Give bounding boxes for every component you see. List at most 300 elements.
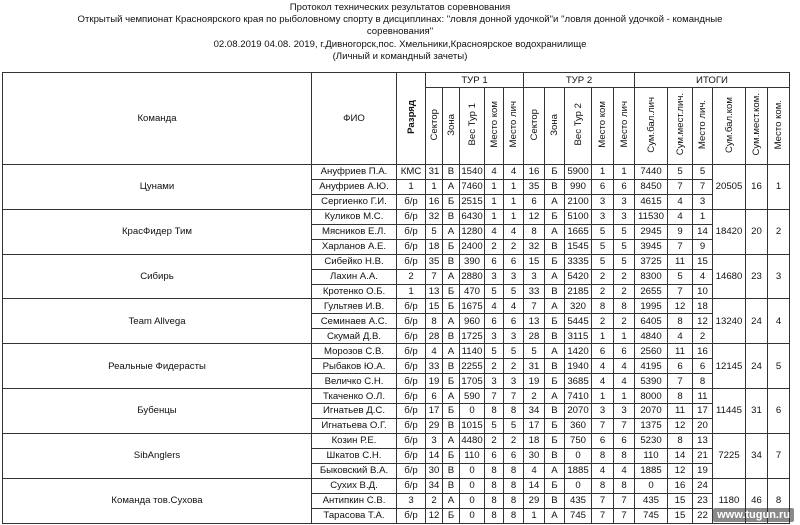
team-total-places: 34 <box>746 433 768 478</box>
cell-pl1: 3 <box>504 329 524 344</box>
cell-w1: 590 <box>460 389 485 404</box>
cell-pc2: 6 <box>592 433 614 448</box>
cell-s1: 12 <box>426 508 443 523</box>
team-total-places: 31 <box>746 389 768 434</box>
cell-w2: 5445 <box>565 314 592 329</box>
cell-z2: Б <box>545 254 565 269</box>
cell-pc1: 2 <box>485 359 504 374</box>
cell-sp: 7440 <box>635 165 668 180</box>
cell-w2: 1940 <box>565 359 592 374</box>
cell-fio: Быковский В.А. <box>312 463 397 478</box>
table-row <box>3 344 790 359</box>
cell-rank: б/р <box>397 314 426 329</box>
cell-z2: В <box>545 493 565 508</box>
cell-p: 16 <box>693 344 713 359</box>
cell-sp: 2560 <box>635 344 668 359</box>
cell-fio: Величко С.Н. <box>312 374 397 389</box>
cell-w1: 2880 <box>461 271 483 283</box>
cell-spl: 7 <box>668 374 693 389</box>
cell-pl2: 7 <box>614 418 635 433</box>
cell-z1: Б <box>443 194 460 209</box>
col-fio: ФИО <box>312 73 397 165</box>
cell-pc2: 7 <box>592 493 614 508</box>
cell-z1: В <box>443 209 460 224</box>
protocol-header <box>0 2 800 63</box>
cell-pc1: 4 <box>485 299 504 314</box>
cell-s2: 32 <box>524 239 545 254</box>
cell-fio: Сибейко Н.В. <box>312 254 397 269</box>
cell-z2: Б <box>545 433 565 448</box>
cell-fio: Ткаченко О.Л. <box>312 389 397 404</box>
cell-w2: 1420 <box>565 344 592 359</box>
cell-sp: 2070 <box>635 404 668 419</box>
cell-p: 9 <box>693 239 713 254</box>
cell-pl1: 3 <box>504 269 524 284</box>
cell-rank: б/р <box>397 194 426 209</box>
cell-z1: А <box>443 344 460 359</box>
cell-w1: 110 <box>460 448 485 463</box>
cell-sp: 0 <box>635 478 668 493</box>
cell-z1: А <box>443 179 460 194</box>
cell-w2: 750 <box>565 433 592 448</box>
team-name: КрасФидер Тим <box>3 209 312 254</box>
cell-fio: Антипкин С.В. <box>312 493 397 508</box>
cell-fio: Куликов М.С. <box>312 209 397 224</box>
cell-w1: 1675 <box>461 300 483 312</box>
cell-s2: 18 <box>524 433 545 448</box>
cell-z1: В <box>443 329 460 344</box>
cell-s2: 30 <box>524 448 545 463</box>
cell-sp: 2655 <box>635 284 668 299</box>
cell-pl1: 2 <box>504 239 524 254</box>
col-t1-zone: Зона <box>443 88 460 165</box>
cell-sp: 6405 <box>635 314 668 329</box>
team-total-points: 1180 <box>713 478 746 523</box>
col-t2-place-team: Место ком <box>592 88 614 165</box>
cell-pc1: 3 <box>485 269 504 284</box>
cell-s2: 15 <box>524 254 545 269</box>
cell-z1: В <box>443 478 460 493</box>
cell-pc2: 4 <box>592 359 614 374</box>
cell-spl: 14 <box>668 448 693 463</box>
cell-z2: А <box>545 389 565 404</box>
cell-w2: 2100 <box>565 194 592 209</box>
table-row <box>3 433 790 448</box>
cell-pl1: 3 <box>504 374 524 389</box>
team-total-points: 12145 <box>713 344 746 389</box>
cell-s1: 35 <box>426 254 443 269</box>
cell-rank: 1 <box>397 179 426 194</box>
cell-s1: 29 <box>426 418 443 433</box>
cell-z2: В <box>545 329 565 344</box>
cell-z1: В <box>443 254 460 269</box>
cell-z1: Б <box>443 284 460 299</box>
cell-pl2: 5 <box>614 224 635 239</box>
team-total-points: 7225 <box>713 433 746 478</box>
cell-z1: В <box>443 463 460 478</box>
cell-p: 8 <box>693 374 713 389</box>
cell-p: 12 <box>693 314 713 329</box>
header-line-5: (Личный и командный зачеты) <box>332 50 468 62</box>
cell-rank: б/р <box>397 239 426 254</box>
cell-spl: 4 <box>668 209 693 224</box>
cell-pc2: 3 <box>592 404 614 419</box>
cell-pl1: 5 <box>504 418 524 433</box>
col-place-personal: Место лич. <box>693 88 713 165</box>
cell-pl1: 5 <box>504 284 524 299</box>
cell-sp: 1995 <box>635 299 668 314</box>
cell-spl: 4 <box>668 194 693 209</box>
cell-s1: 14 <box>426 448 443 463</box>
cell-fio: Игнатьева О.Г. <box>312 418 397 433</box>
cell-spl: 8 <box>668 433 693 448</box>
cell-pl2: 1 <box>614 389 635 404</box>
cell-pc1: 4 <box>485 224 504 239</box>
team-total-place: 7 <box>768 433 790 478</box>
cell-sp: 745 <box>635 508 668 523</box>
cell-w1: 1140 <box>460 344 485 359</box>
cell-pc2: 4 <box>592 463 614 478</box>
cell-w1: 1705 <box>461 375 483 387</box>
cell-z1: Б <box>443 299 460 314</box>
cell-pc1: 6 <box>485 314 504 329</box>
cell-s2: 1 <box>524 508 545 523</box>
team-total-place: 8 <box>768 478 790 523</box>
cell-z2: В <box>545 404 565 419</box>
cell-z2: Б <box>545 478 565 493</box>
cell-s1: 17 <box>426 404 443 419</box>
cell-spl: 8 <box>668 314 693 329</box>
cell-z1: А <box>443 389 460 404</box>
cell-p: 21 <box>693 448 713 463</box>
col-sum-places-personal: Сум.мест.лич. <box>668 88 693 165</box>
cell-s2: 35 <box>524 179 545 194</box>
cell-s1: 13 <box>426 284 443 299</box>
cell-s1: 32 <box>426 209 443 224</box>
team-total-places: 16 <box>746 165 768 210</box>
cell-fio: Рыбаков Ю.А. <box>312 359 397 374</box>
cell-s2: 13 <box>524 314 545 329</box>
cell-pl1: 7 <box>504 389 524 404</box>
cell-w2: 990 <box>565 179 592 194</box>
cell-pc1: 3 <box>485 329 504 344</box>
cell-pc1: 8 <box>485 508 504 523</box>
cell-w1: 1280 <box>461 226 483 238</box>
cell-pc2: 2 <box>592 284 614 299</box>
team-total-points: 11445 <box>713 389 746 434</box>
cell-s1: 18 <box>426 239 443 254</box>
cell-s1: 33 <box>426 359 443 374</box>
cell-z2: В <box>545 179 565 194</box>
cell-sp: 4615 <box>635 194 668 209</box>
cell-sp: 110 <box>635 448 668 463</box>
cell-pl1: 4 <box>504 224 524 239</box>
cell-s2: 8 <box>524 224 545 239</box>
cell-pl1: 1 <box>504 209 524 224</box>
col-t2-zone: Зона <box>545 88 565 165</box>
cell-spl: 12 <box>668 463 693 478</box>
col-place-team: Место ком. <box>768 88 790 165</box>
cell-s2: 5 <box>524 344 545 359</box>
cell-sp: 435 <box>635 493 668 508</box>
cell-sp: 8450 <box>635 179 668 194</box>
cell-spl: 6 <box>668 359 693 374</box>
cell-pl2: 1 <box>614 329 635 344</box>
cell-pl1: 6 <box>504 448 524 463</box>
cell-pl2: 3 <box>614 209 635 224</box>
cell-z1: Б <box>443 374 460 389</box>
cell-pc2: 2 <box>592 314 614 329</box>
cell-fio: Мясников Е.Л. <box>312 224 397 239</box>
cell-s1: 30 <box>426 463 443 478</box>
cell-fio: Семинаев А.С. <box>312 314 397 329</box>
cell-pl1: 2 <box>504 433 524 448</box>
cell-pc1: 8 <box>485 493 504 508</box>
cell-rank: б/р <box>397 478 426 493</box>
team-total-places: 24 <box>746 344 768 389</box>
cell-rank: б/р <box>397 224 426 239</box>
table-row <box>3 299 790 314</box>
cell-p: 17 <box>693 404 713 419</box>
cell-w1: 0 <box>460 404 485 419</box>
cell-spl: 8 <box>668 389 693 404</box>
cell-spl: 12 <box>668 418 693 433</box>
cell-rank: КМС <box>397 165 426 180</box>
cell-pc1: 2 <box>485 433 504 448</box>
cell-z1: Б <box>443 448 460 463</box>
cell-pl1: 8 <box>504 478 524 493</box>
cell-pl2: 8 <box>614 299 635 314</box>
cell-p: 22 <box>693 508 713 523</box>
cell-w1: 390 <box>460 254 485 269</box>
team-total-points: 20505 <box>713 165 746 210</box>
cell-pc2: 2 <box>592 269 614 284</box>
cell-pc2: 8 <box>592 299 614 314</box>
cell-spl: 5 <box>668 269 693 284</box>
cell-fio: Гультяев И.В. <box>312 299 397 314</box>
cell-z1: В <box>443 165 460 180</box>
team-total-places: 23 <box>746 254 768 299</box>
cell-w2: 5100 <box>565 209 592 224</box>
cell-z1: В <box>443 418 460 433</box>
cell-w2: 7410 <box>565 389 592 404</box>
team-name: Team Allvega <box>3 299 312 344</box>
cell-w2: 5900 <box>565 165 592 180</box>
cell-w2: 1545 <box>565 239 592 254</box>
cell-sp: 4840 <box>635 329 668 344</box>
cell-z2: А <box>545 508 565 523</box>
header-line-3: соревнования" <box>366 26 434 38</box>
cell-s2: 12 <box>524 209 545 224</box>
cell-pc1: 1 <box>485 194 504 209</box>
cell-pl1: 1 <box>504 179 524 194</box>
cell-sp: 2945 <box>635 224 668 239</box>
col-sum-points-personal: Сум.бал.лич <box>635 88 668 165</box>
cell-sp: 8000 <box>635 389 668 404</box>
cell-pl2: 4 <box>614 359 635 374</box>
cell-sp: 8300 <box>635 269 668 284</box>
cell-spl: 12 <box>668 299 693 314</box>
cell-w2: 3335 <box>565 254 592 269</box>
cell-pc1: 1 <box>485 209 504 224</box>
cell-rank: б/р <box>397 329 426 344</box>
team-total-points: 14680 <box>713 254 746 299</box>
cell-pl1: 6 <box>504 314 524 329</box>
cell-s2: 31 <box>524 359 545 374</box>
cell-p: 5 <box>693 165 713 180</box>
cell-pl2: 6 <box>614 344 635 359</box>
cell-spl: 11 <box>668 254 693 269</box>
cell-fio: Кротенко О.Б. <box>312 284 397 299</box>
cell-spl: 15 <box>668 508 693 523</box>
cell-w2: 5420 <box>565 269 592 284</box>
cell-pl2: 6 <box>614 179 635 194</box>
cell-w1: 1015 <box>461 420 483 432</box>
cell-s2: 33 <box>524 284 545 299</box>
cell-pl1: 8 <box>504 508 524 523</box>
cell-w2: 2185 <box>565 284 592 299</box>
cell-pl2: 2 <box>614 314 635 329</box>
cell-pc2: 5 <box>592 254 614 269</box>
cell-w1: 0 <box>460 478 485 493</box>
cell-z2: В <box>545 448 565 463</box>
cell-pc2: 3 <box>592 194 614 209</box>
cell-p: 24 <box>693 478 713 493</box>
cell-rank: б/р <box>397 359 426 374</box>
col-t1-sector: Сектор <box>426 88 443 165</box>
col-t1-weight: Вес Тур 1 <box>460 88 485 165</box>
cell-spl: 7 <box>668 284 693 299</box>
table-row <box>3 389 790 404</box>
cell-z1: А <box>443 433 460 448</box>
cell-z2: А <box>545 224 565 239</box>
cell-fio: Скумай Д.В. <box>312 329 397 344</box>
cell-fio: Морозов С.В. <box>312 344 397 359</box>
cell-pl2: 8 <box>614 478 635 493</box>
cell-pc1: 8 <box>485 404 504 419</box>
cell-pc2: 5 <box>592 239 614 254</box>
cell-w2: 435 <box>565 493 592 508</box>
cell-spl: 11 <box>668 344 693 359</box>
cell-z1: Б <box>443 508 460 523</box>
cell-rank: б/р <box>397 344 426 359</box>
cell-fio: Игнатьев Д.С. <box>312 404 397 419</box>
col-team: Команда <box>3 73 312 165</box>
cell-z2: А <box>545 463 565 478</box>
cell-z1: В <box>443 359 460 374</box>
cell-rank: 3 <box>397 493 426 508</box>
cell-z2: А <box>545 299 565 314</box>
cell-s2: 17 <box>524 418 545 433</box>
team-total-place: 5 <box>768 344 790 389</box>
cell-p: 4 <box>693 269 713 284</box>
cell-pc2: 8 <box>592 478 614 493</box>
cell-pl1: 4 <box>504 299 524 314</box>
cell-p: 2 <box>693 329 713 344</box>
cell-pc1: 7 <box>485 389 504 404</box>
cell-w1: 470 <box>460 284 485 299</box>
cell-pl1: 8 <box>504 463 524 478</box>
cell-pl1: 6 <box>504 254 524 269</box>
cell-spl: 7 <box>668 239 693 254</box>
cell-z1: А <box>443 224 460 239</box>
col-sum-points-team: Сум.бал.ком <box>713 88 746 165</box>
col-sum-places-team: Сум.мест.ком. <box>746 88 768 165</box>
cell-w2: 360 <box>565 418 592 433</box>
cell-s2: 3 <box>524 269 545 284</box>
cell-w2: 0 <box>565 448 592 463</box>
team-name: Цунами <box>3 165 312 210</box>
cell-s2: 16 <box>524 165 545 180</box>
cell-s1: 15 <box>426 299 443 314</box>
cell-pl2: 3 <box>614 404 635 419</box>
cell-s2: 7 <box>524 299 545 314</box>
cell-w1: 6430 <box>461 211 483 223</box>
cell-w1: 0 <box>460 493 485 508</box>
cell-z1: Б <box>443 404 460 419</box>
cell-z2: Б <box>545 209 565 224</box>
cell-w2: 3685 <box>565 374 592 389</box>
cell-pl1: 2 <box>504 359 524 374</box>
team-total-place: 3 <box>768 254 790 299</box>
cell-rank: б/р <box>397 209 426 224</box>
cell-pc1: 1 <box>485 179 504 194</box>
cell-pl2: 1 <box>614 165 635 180</box>
cell-fio: Сухих В.Д. <box>312 478 397 493</box>
cell-pl1: 8 <box>504 404 524 419</box>
cell-z2: Б <box>545 374 565 389</box>
cell-s1: 6 <box>426 389 443 404</box>
cell-pc2: 6 <box>592 344 614 359</box>
cell-p: 7 <box>693 179 713 194</box>
cell-w1: 1725 <box>461 330 483 342</box>
cell-z2: А <box>545 269 565 284</box>
team-total-points: 13240 <box>713 299 746 344</box>
cell-s2: 19 <box>524 374 545 389</box>
cell-s2: 14 <box>524 478 545 493</box>
cell-w2: 3115 <box>565 329 592 344</box>
cell-pc2: 4 <box>592 374 614 389</box>
cell-w1: 7460 <box>461 181 483 193</box>
cell-s1: 7 <box>426 269 443 284</box>
cell-z2: В <box>545 239 565 254</box>
cell-pc1: 6 <box>485 448 504 463</box>
cell-z2: Б <box>545 418 565 433</box>
cell-sp: 1375 <box>635 418 668 433</box>
cell-z1: А <box>443 269 460 284</box>
cell-pl2: 7 <box>614 508 635 523</box>
cell-pl2: 6 <box>614 433 635 448</box>
cell-pc2: 7 <box>592 508 614 523</box>
cell-s1: 1 <box>426 179 443 194</box>
cell-w2: 745 <box>565 508 592 523</box>
team-total-points: 18420 <box>713 209 746 254</box>
col-t2-sector: Сектор <box>524 88 545 165</box>
results-body <box>3 165 790 524</box>
table-row <box>3 478 790 493</box>
cell-rank: б/р <box>397 299 426 314</box>
cell-w1: 2515 <box>461 196 483 208</box>
team-total-place: 6 <box>768 389 790 434</box>
cell-w2: 1665 <box>565 224 592 239</box>
cell-w1: 2255 <box>461 360 483 372</box>
cell-spl: 11 <box>668 404 693 419</box>
cell-z1: А <box>443 314 460 329</box>
cell-p: 1 <box>693 209 713 224</box>
cell-p: 19 <box>693 463 713 478</box>
cell-p: 10 <box>693 284 713 299</box>
cell-rank: 2 <box>397 269 426 284</box>
